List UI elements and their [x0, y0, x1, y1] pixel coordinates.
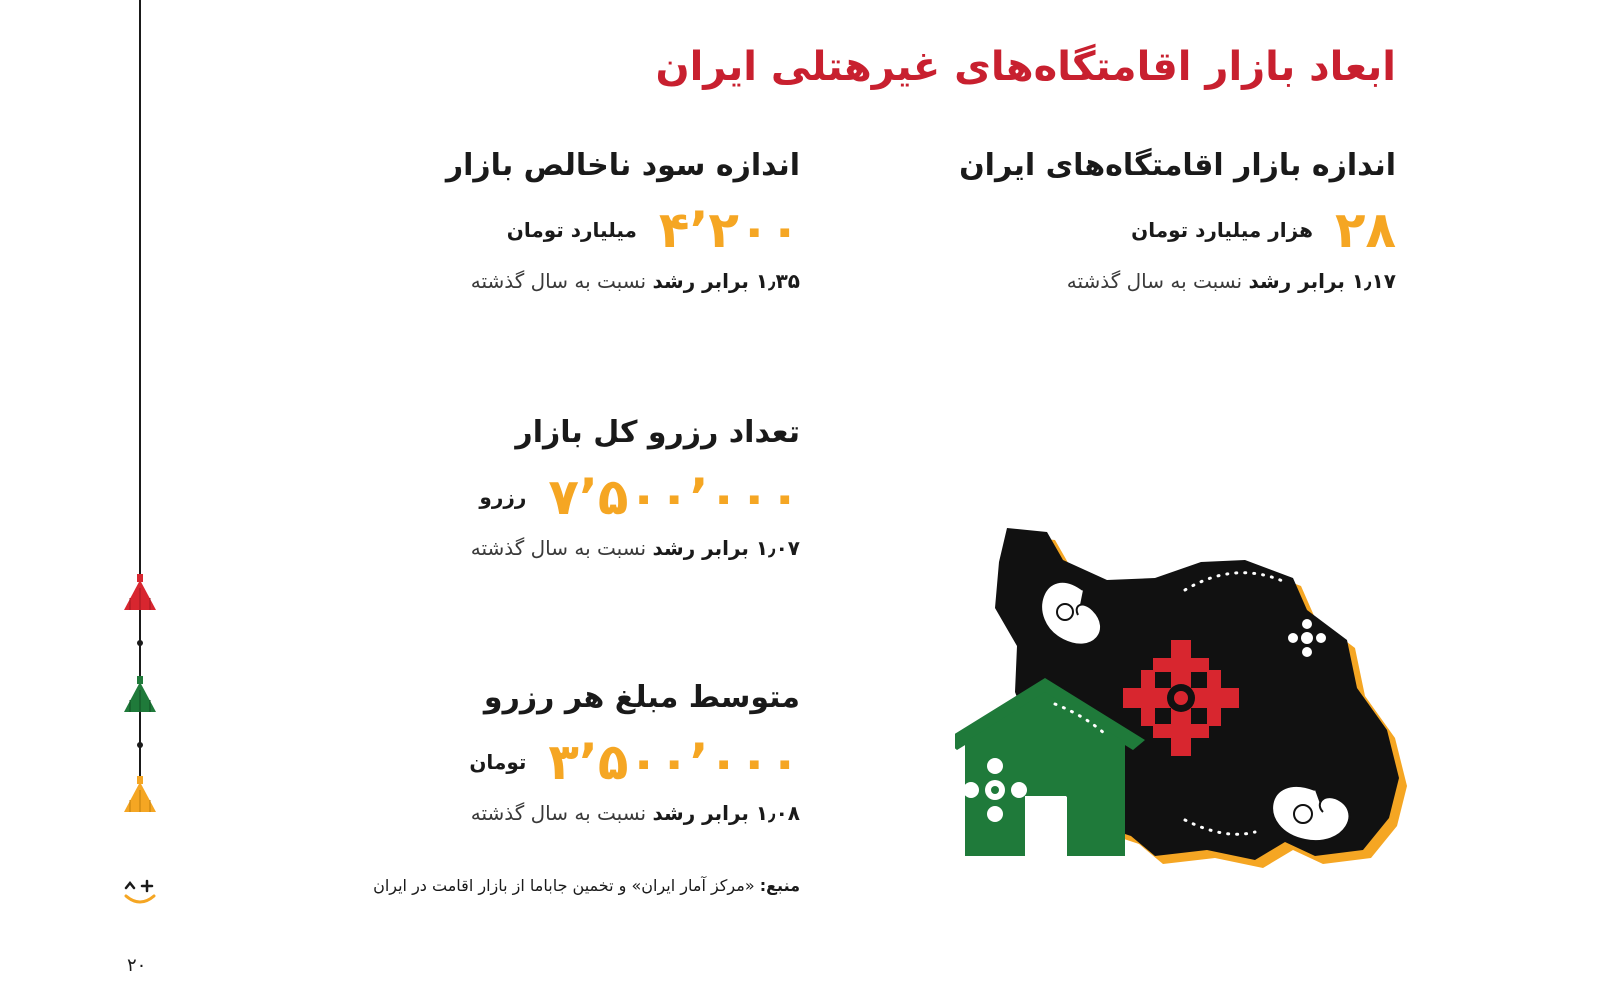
stat-number: ۷٬۵۰۰٬۰۰۰ [548, 468, 800, 526]
red-tassel-icon [120, 574, 160, 614]
growth-suffix: نسبت به سال گذشته [470, 269, 647, 293]
growth-value: ۱٫۰۸ برابر رشد [652, 801, 800, 825]
stat-value-row [446, 201, 800, 259]
iran-map-house-illustration [955, 520, 1425, 890]
page-number: ۲۰ [127, 955, 147, 976]
growth-suffix: نسبت به سال گذشته [470, 801, 647, 825]
growth-value: ۱٫۱۷ برابر رشد [1248, 269, 1396, 293]
thread-bead [137, 640, 143, 646]
stat-total-bookings [471, 415, 800, 560]
green-tassel-icon [120, 676, 160, 716]
stat-number: ۲۸ [1334, 201, 1396, 259]
stat-unit: رزرو [479, 485, 527, 509]
source-text: «مرکز آمار ایران» و تخمین جاباما از بازار اقامت در ایران [373, 876, 755, 895]
stat-value-row [471, 468, 800, 526]
growth-value: ۱٫۰۷ برابر رشد [652, 536, 800, 560]
stat-value-row [469, 733, 800, 791]
source-note [373, 876, 800, 895]
stat-unit: تومان [469, 750, 527, 774]
growth-suffix: نسبت به سال گذشته [1066, 269, 1243, 293]
stat-avg-booking [469, 680, 800, 825]
stat-market-size [959, 148, 1396, 293]
growth-suffix: نسبت به سال گذشته [470, 536, 647, 560]
stat-unit: میلیارد تومان [506, 218, 637, 242]
stat-number: ۳٬۵۰۰٬۰۰۰ [548, 733, 800, 791]
stat-heading: اندازه بازار اقامتگاه‌های ایران [959, 148, 1396, 183]
stat-unit: هزار میلیارد تومان [1131, 218, 1313, 242]
stat-growth [471, 536, 800, 560]
stat-number: ۴٬۲۰۰ [658, 201, 800, 259]
stat-heading: تعداد رزرو کل بازار [515, 415, 800, 450]
source-label: منبع: [759, 876, 800, 895]
stat-heading: متوسط مبلغ هر رزرو [483, 680, 800, 715]
orange-tassel-icon [120, 776, 160, 816]
page-title: ابعاد بازار اقامتگاه‌های غیرهتلی ایران [655, 44, 1396, 90]
jabama-logo-icon [122, 878, 158, 908]
thread-bead [137, 742, 143, 748]
stat-value-row [959, 201, 1396, 259]
stat-growth [469, 801, 800, 825]
stat-gross-profit [446, 148, 800, 293]
stat-growth [959, 269, 1396, 293]
stat-growth [446, 269, 800, 293]
stat-heading: اندازه سود ناخالص بازار [445, 148, 800, 183]
growth-value: ۱٫۳۵ برابر رشد [652, 269, 800, 293]
decorative-thread [139, 0, 141, 780]
